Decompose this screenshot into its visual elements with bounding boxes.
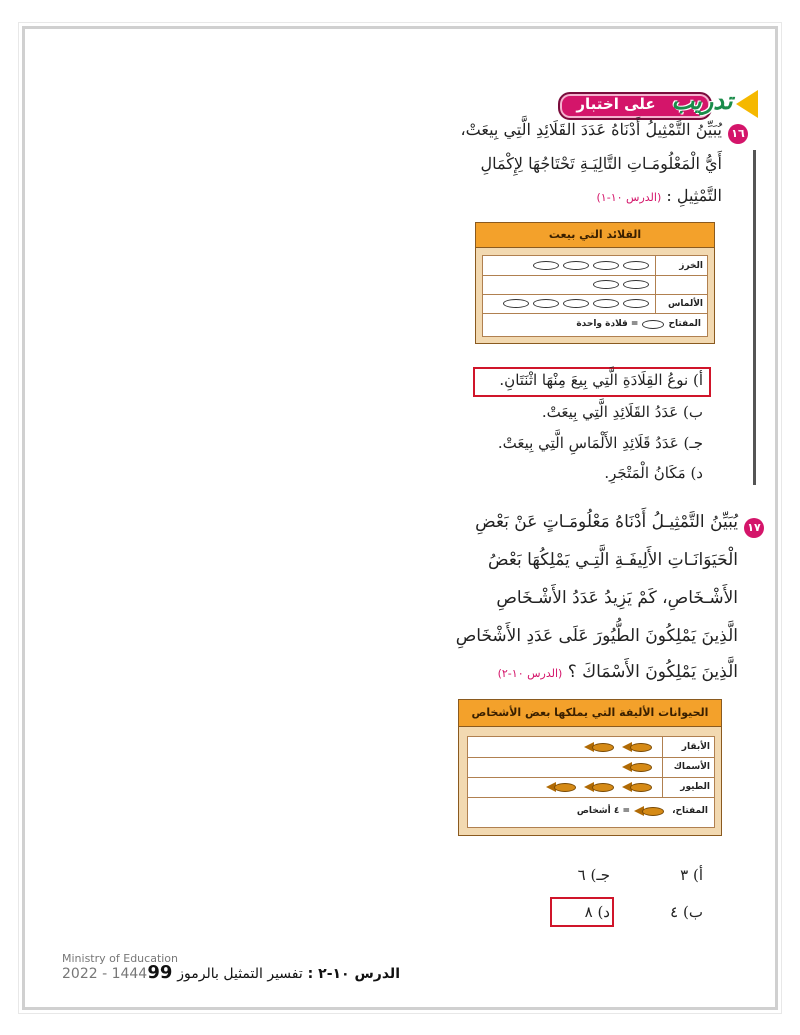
key-value: = قلادة واحدة bbox=[576, 319, 639, 329]
question-16-line-1: يُبَيِّنُ التَّمْثِيلُ أَدْنَاهُ عَدَدَ القَلَائِدِ الَّتِي بِيعَتْ، bbox=[460, 120, 722, 139]
row-label: الخرز bbox=[655, 256, 707, 275]
question-17-line-3: الأَشْـخَاصِ، كَمْ يَزِيدُ عَدَدُ الأَشْـخَاصِ bbox=[496, 588, 738, 608]
question-16-line-3-text: التَّمْثِيلِ : bbox=[666, 186, 722, 205]
option-17-a[interactable] bbox=[680, 866, 703, 884]
row-symbols bbox=[483, 294, 655, 313]
pets-pictograph-body bbox=[467, 736, 715, 828]
row-label: الأبقار bbox=[662, 737, 714, 757]
row-symbols bbox=[468, 737, 662, 757]
practice-banner bbox=[558, 84, 760, 120]
necklace-icon bbox=[593, 280, 619, 289]
option-letter: أ) bbox=[692, 866, 703, 884]
banner-logo-text: تدريب bbox=[671, 87, 733, 115]
fish-icon bbox=[634, 806, 668, 817]
pictograph-key bbox=[483, 314, 707, 334]
necklace-icon bbox=[642, 320, 664, 329]
option-16-c[interactable] bbox=[498, 434, 703, 452]
necklace-icon bbox=[623, 280, 649, 289]
banner-title: على اختبار bbox=[576, 95, 656, 113]
pictograph-row-fish bbox=[468, 757, 714, 778]
pictograph-row-birds bbox=[468, 777, 714, 798]
fish-icon bbox=[622, 782, 656, 793]
necklace-icon bbox=[533, 299, 559, 308]
option-letter: أ) bbox=[692, 371, 703, 389]
section-divider bbox=[753, 150, 756, 485]
option-letter: د) bbox=[597, 903, 610, 921]
necklace-icon bbox=[563, 261, 589, 270]
watermark-line-2: 2022 - 1444 bbox=[62, 966, 148, 982]
necklace-icon bbox=[503, 299, 529, 308]
option-letter: جـ) bbox=[683, 434, 703, 452]
row-symbols bbox=[483, 256, 655, 275]
pictograph-key bbox=[468, 799, 714, 823]
option-text: عَدَدُ القَلَائِدِ الَّتِي بِيعَتْ. bbox=[541, 403, 679, 421]
question-17-line-5 bbox=[448, 662, 738, 682]
option-text: نوعُ القِلَادَةِ الَّتِي بِيعَ مِنْهَا اثْنَتَانِ. bbox=[499, 371, 689, 389]
question-16-line-2: أَيُّ الْمَعْلُومَـاتِ التَّالِيَـةِ تَحْتَاجُهَا لِإِكْمَالِ bbox=[480, 154, 722, 173]
necklace-icon bbox=[563, 299, 589, 308]
fish-icon bbox=[622, 742, 656, 753]
page-number: 99 bbox=[147, 962, 173, 983]
key-label: المفتاح، bbox=[672, 806, 708, 816]
row-label: الأسماك bbox=[662, 757, 714, 777]
row-label: الطيور bbox=[662, 777, 714, 797]
question-17-number: ١٧ bbox=[744, 518, 764, 538]
option-letter: د) bbox=[690, 464, 703, 482]
key-label: المفتاح bbox=[668, 319, 701, 329]
question-16-number: ١٦ bbox=[728, 124, 748, 144]
question-16-line-3 bbox=[460, 186, 722, 205]
pets-pictograph bbox=[458, 699, 722, 836]
necklaces-pictograph-body bbox=[482, 255, 708, 337]
option-letter: ب) bbox=[683, 403, 703, 421]
option-text: عَدَدُ قَلَائِدِ الأَلْمَاسِ الَّتِي بِيعَتْ. bbox=[497, 434, 679, 452]
pictograph-row-unlabeled bbox=[483, 275, 707, 295]
pets-pictograph-title: الحيوانات الأليفة التي يملكها بعض الأشخاص bbox=[459, 700, 721, 727]
option-value: ٣ bbox=[680, 866, 689, 884]
necklace-icon bbox=[593, 299, 619, 308]
key-value: = ٤ أشخاص bbox=[576, 806, 631, 816]
option-16-a[interactable] bbox=[499, 371, 703, 389]
option-letter: جـ) bbox=[590, 866, 610, 884]
option-value: ٨ bbox=[584, 903, 593, 921]
question-17-line-4: الَّذِينَ يَمْلِكُونَ الطُّيُورَ عَلَى عَدَدِ الأَشْخَاصِ bbox=[455, 626, 738, 646]
footer-title: تفسير التمثيل بالرموز bbox=[177, 966, 303, 982]
option-text: مَكَانُ الْمَتْجَرِ. bbox=[604, 464, 686, 482]
option-17-b[interactable] bbox=[670, 903, 703, 921]
watermark-line-1: Ministry of Education bbox=[62, 952, 179, 965]
question-17-line-1: يُبَيِّنُ التَّمْثِيـلُ أَدْنَاهُ مَعْلُومَـاتٍ عَنْ بَعْضِ bbox=[475, 512, 738, 532]
option-letter: ب) bbox=[683, 903, 703, 921]
row-label bbox=[655, 275, 707, 294]
row-symbols bbox=[483, 275, 655, 294]
necklace-icon bbox=[533, 261, 559, 270]
question-17-lesson-ref: (الدرس ١٠-٢) bbox=[497, 667, 563, 680]
fish-icon bbox=[622, 762, 656, 773]
question-17-line-5-text: الَّذِينَ يَمْلِكُونَ الأَسْمَاكَ ؟ bbox=[567, 662, 738, 682]
row-label: الألماس bbox=[655, 294, 707, 313]
necklace-icon bbox=[623, 261, 649, 270]
necklaces-pictograph bbox=[475, 222, 715, 344]
option-value: ٤ bbox=[670, 903, 679, 921]
option-16-b[interactable] bbox=[542, 403, 703, 421]
banner-arrow-icon bbox=[736, 90, 758, 118]
fish-icon bbox=[584, 742, 618, 753]
option-16-d[interactable] bbox=[604, 464, 703, 482]
fish-icon bbox=[584, 782, 618, 793]
necklaces-pictograph-title: القلائد التي بيعت bbox=[476, 223, 714, 248]
row-symbols bbox=[468, 777, 662, 797]
footer-lesson: الدرس ١٠-٢ : bbox=[307, 966, 400, 982]
question-16-lesson-ref: (الدرس ١٠-١) bbox=[596, 191, 662, 204]
option-value: ٦ bbox=[577, 866, 586, 884]
necklace-icon bbox=[593, 261, 619, 270]
option-17-d[interactable] bbox=[585, 903, 610, 921]
option-17-c[interactable] bbox=[578, 866, 610, 884]
pictograph-row-cows bbox=[468, 737, 714, 758]
necklace-icon bbox=[623, 299, 649, 308]
pictograph-row-beads bbox=[483, 256, 707, 276]
pictograph-row-diamonds bbox=[483, 294, 707, 314]
question-17-line-2: الْحَيَوَانَـاتِ الأَلِيفَـةِ الَّتِـي يَمْلِكُهَا بَعْضُ bbox=[488, 550, 738, 570]
fish-icon bbox=[546, 782, 580, 793]
row-symbols bbox=[468, 757, 662, 777]
